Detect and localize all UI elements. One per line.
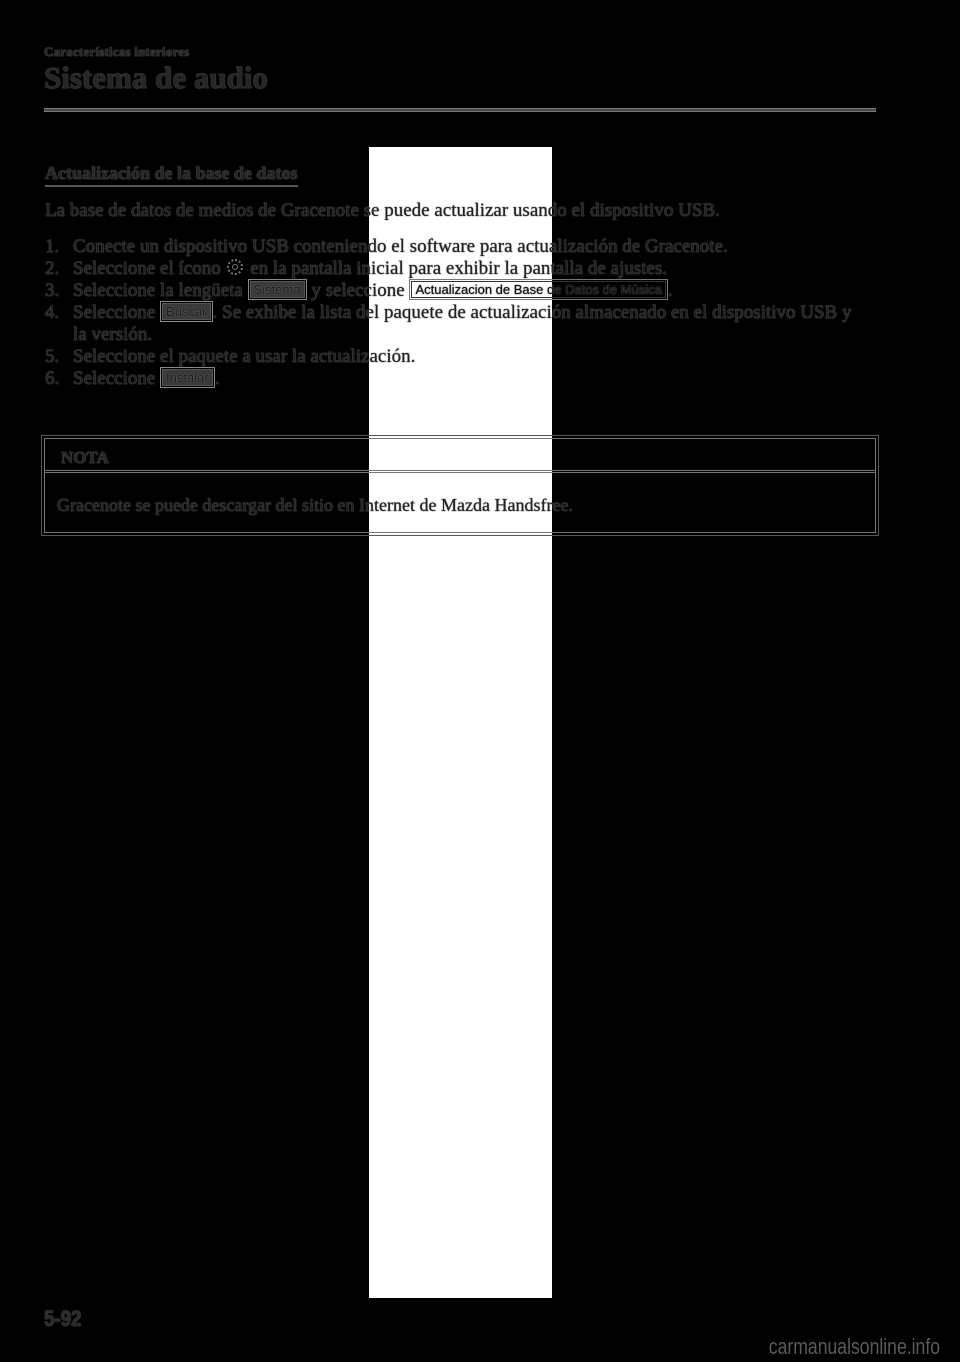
watermark: carmanualsonline.info [768,1334,940,1359]
step-5 [45,346,865,368]
note-body: Gracenote se puede descargar del sitio en Internet de Mazda Handsfree. [57,495,573,515]
step-text: Seleccione [73,302,156,323]
step-text: . [667,280,673,301]
instalar-button: Instalar [162,369,213,386]
note-heading: NOTA [45,439,875,473]
step-text: . [214,368,220,389]
step-text: y seleccione [311,280,405,301]
step-number: 5. [45,346,60,367]
step-3 [45,280,865,302]
page-number: 5-92 [44,1306,82,1331]
buscar-button: Buscar [162,303,210,320]
steps-list [45,236,865,390]
page-title: Sistema de audio [44,60,268,95]
step-text: en la pantalla inicial para exhibir la pantalla de ajustes. [250,258,667,279]
step-6 [45,368,865,390]
step-number: 6. [45,368,60,389]
music-database-update-button: Actualizacion de Base de Datos de Música [411,281,665,298]
header-divider [44,108,876,112]
step-text: Seleccione la lengüeta [73,280,243,301]
step-text: Seleccione [73,368,156,389]
step-text: Seleccione el paquete a usar la actualización. [73,346,416,367]
step-number: 2. [45,258,60,279]
note-box [44,438,876,533]
gear-icon [227,259,243,275]
step-text: Seleccione el ícono [73,258,221,279]
step-2 [45,258,865,280]
section-kicker: Características interiores [44,44,190,59]
step-text: Conecte un dispositivo USB conteniendo el software para actualización de Gracenote. [73,236,728,257]
step-number: 4. [45,302,60,323]
step-number: 3. [45,280,60,301]
step-4 [45,302,865,346]
step-1 [45,236,865,258]
sistema-tab-button: Sistema [250,281,305,298]
step-number: 1. [45,236,60,257]
section-subheading: Actualización de la base de datos [45,163,298,187]
step-text: . Se exhibe la lista del paquete de actualización almacenado en el dispositivo USB y la versión. [73,302,852,345]
intro-paragraph: La base de datos de medios de Gracenote se puede actualizar usando el dispositivo USB. [45,200,720,221]
